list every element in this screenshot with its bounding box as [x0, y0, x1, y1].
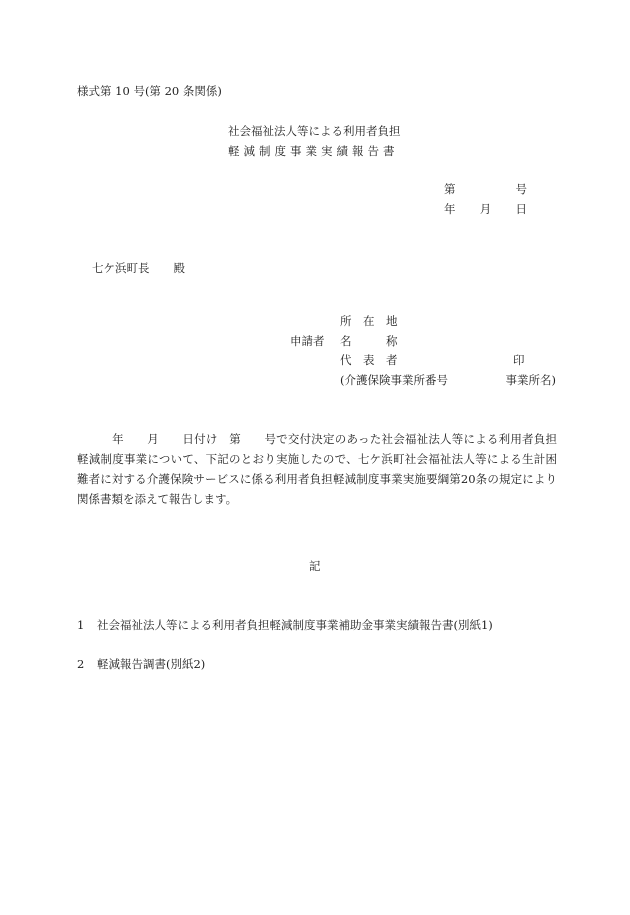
list-item — [77, 658, 205, 672]
applicant-name-label: 名 称 — [340, 334, 398, 348]
list-item — [77, 619, 493, 633]
seal-mark: 印 — [513, 353, 525, 367]
document-number-prefix: 第 — [444, 182, 456, 196]
applicant-representative-label: 代 表 者 — [340, 353, 398, 367]
list-item-number: 1 — [77, 618, 85, 632]
form-number: 様式第 10 号(第 20 条関係) — [77, 84, 222, 98]
list-item-number: 2 — [77, 657, 85, 671]
applicant-office-line: (介護保険事業所番号 事業所名) — [340, 373, 556, 387]
document-title-line-1: 社会福祉法人等による利用者負担 — [228, 124, 401, 138]
ki-heading: 記 — [309, 559, 321, 573]
document-number — [444, 183, 527, 197]
document-number-suffix: 号 — [515, 182, 527, 196]
document-title-line-2: 軽減制度事業実績報告書 — [228, 144, 399, 158]
addressee-name: 七ケ浜町長 — [92, 261, 150, 275]
applicant-label: 申請者 — [290, 334, 325, 348]
date-day: 日 — [515, 202, 527, 216]
list-item-text: 社会福祉法人等による利用者負担軽減制度事業補助金事業実績報告書(別紙1) — [97, 618, 493, 632]
date-year: 年 — [444, 202, 456, 216]
applicant-address-label: 所 在 地 — [340, 314, 398, 328]
addressee-honorific: 殿 — [173, 261, 185, 275]
date-month: 月 — [479, 202, 492, 216]
document-date — [444, 203, 527, 217]
addressee — [92, 262, 185, 276]
list-item-text: 軽減報告調書(別紙2) — [97, 657, 206, 671]
report-body-text: 年 月 日付け 第 号で交付決定のあった社会福祉法人等による利用者負担軽減制度事業について、下記のとおり実施したので、七ケ浜町社会福祉法人等による生計困難者に対する介護保険サービスに係る利用者負担軽減制度事業実施要綱第20条の規定により関係書類を添えて報告します。 — [77, 432, 557, 506]
